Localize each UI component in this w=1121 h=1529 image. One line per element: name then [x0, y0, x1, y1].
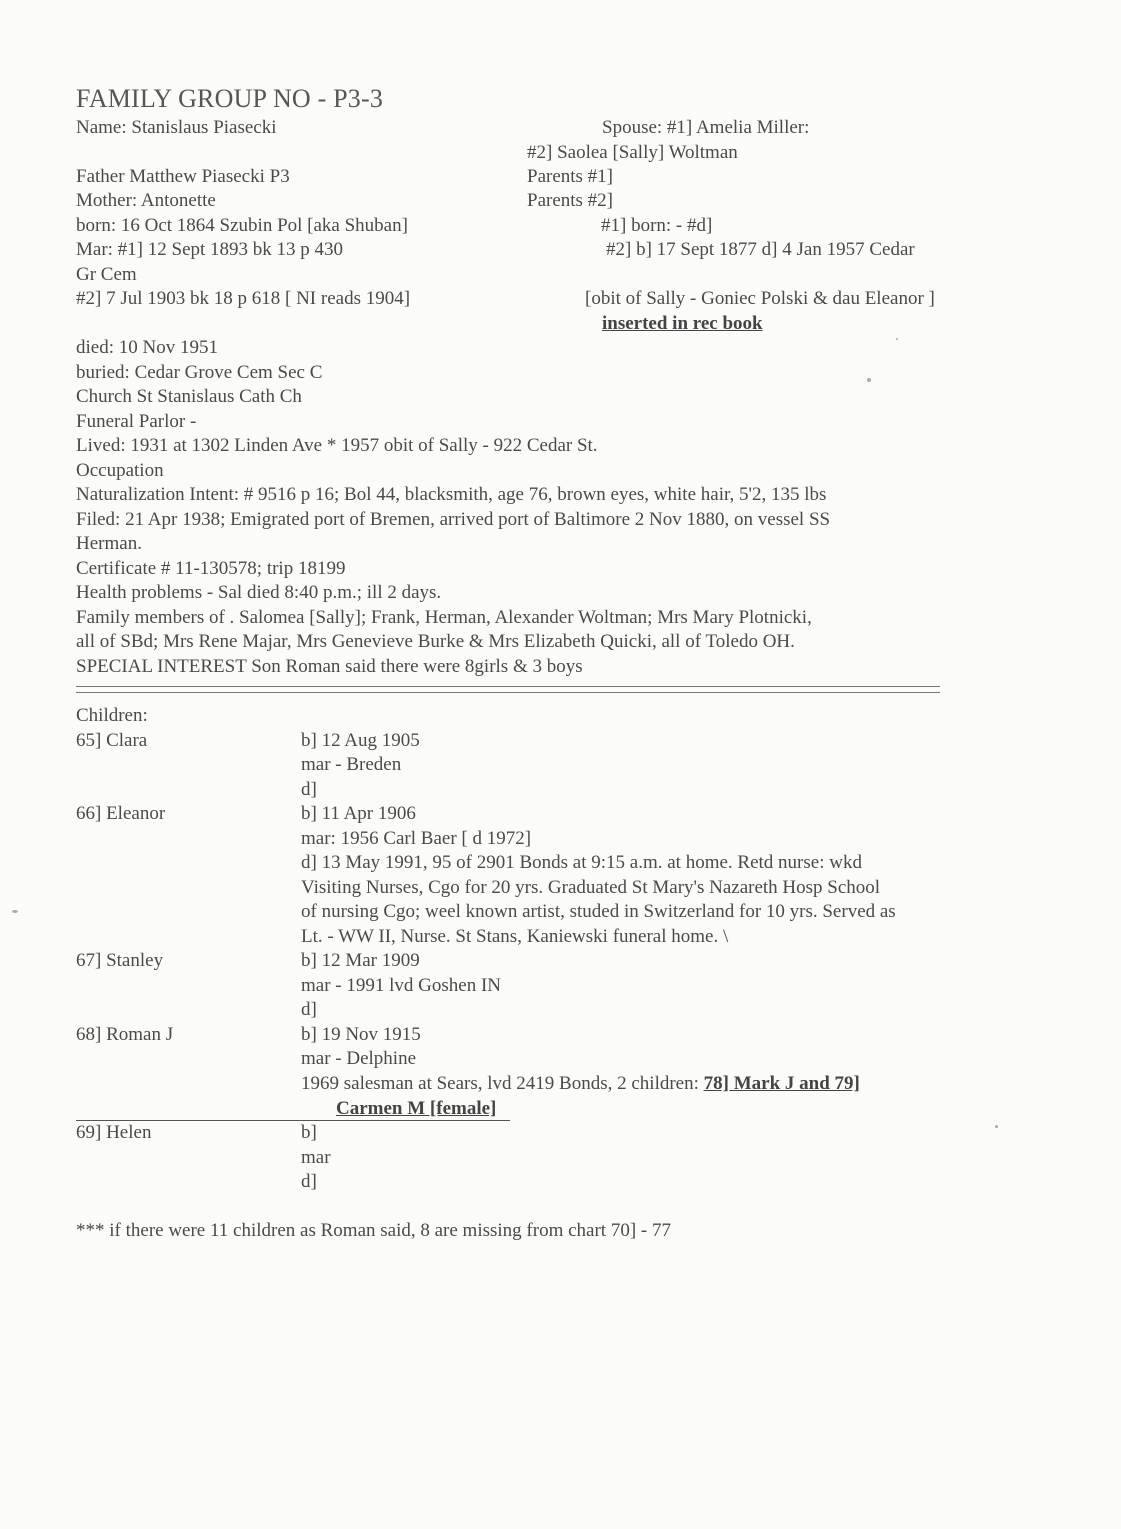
child-died-eleanor-3: of nursing Cgo; weel known artist, studed in Switzerland for 10 yrs. Served as	[301, 901, 896, 922]
children-heading: Children:	[76, 705, 148, 726]
child-name-helen: 69] Helen	[76, 1122, 152, 1143]
marriage-1-line: Mar: #1] 12 Sept 1893 bk 13 p 430	[76, 239, 344, 260]
child-born-helen: b]	[301, 1122, 317, 1143]
church-line: Church St Stanislaus Cath Ch	[76, 386, 302, 407]
scan-speck	[867, 378, 871, 382]
child-born-roman: b] 19 Nov 1915	[301, 1024, 421, 1045]
inserted-note: inserted in rec book	[602, 313, 763, 334]
section-divider	[76, 686, 940, 693]
child-born-eleanor: b] 11 Apr 1906	[301, 803, 416, 824]
child-born-stanley: b] 12 Mar 1909	[301, 950, 420, 971]
child-born-clara: b] 12 Aug 1905	[301, 730, 420, 751]
child-died-eleanor-2: Visiting Nurses, Cgo for 20 yrs. Graduated St Mary's Nazareth Hosp School	[301, 877, 881, 898]
grandchild-link-2: Carmen M [female]	[336, 1098, 497, 1119]
spouse-2-born-line: #2] b] 17 Sept 1877 d] 4 Jan 1957 Cedar	[606, 239, 915, 260]
scan-speck	[896, 338, 898, 340]
vessel-line: Herman.	[76, 533, 142, 554]
special-interest-line: SPECIAL INTEREST Son Roman said there were 8girls & 3 boys	[76, 656, 583, 677]
lived-line: Lived: 1931 at 1302 Linden Ave * 1957 obit of Sally - 922 Cedar St.	[76, 435, 598, 456]
gr-cem-line: Gr Cem	[76, 264, 137, 285]
spouse-2-line: #2] Saolea [Sally] Woltman	[527, 142, 738, 163]
naturalization-line: Naturalization Intent: # 9516 p 16; Bol 44, blacksmith, age 76, brown eyes, white hair, 5'2, 135 lbs	[76, 484, 827, 505]
father-line: Father Matthew Piasecki P3	[76, 166, 290, 187]
child-name-eleanor: 66] Eleanor	[76, 803, 166, 824]
child-mar-clara: mar - Breden	[301, 754, 402, 775]
footnote: *** if there were 11 children as Roman said, 8 are missing from chart 70] - 77	[76, 1220, 671, 1241]
buried-line: buried: Cedar Grove Cem Sec C	[76, 362, 323, 383]
spouse-1-born-line: #1] born: - #d]	[601, 215, 713, 236]
parents-1-line: Parents #1]	[527, 166, 614, 187]
name-line: Name: Stanislaus Piasecki	[76, 117, 277, 138]
obit-line: [obit of Sally - Goniec Polski & dau Eleanor ]	[585, 288, 935, 309]
grandchild-link-1: 78] Mark J and 79]	[703, 1073, 860, 1094]
page-title: FAMILY GROUP NO - P3-3	[76, 84, 384, 113]
child-note-roman	[301, 1072, 860, 1096]
child-note-roman-text: 1969 salesman at Sears, lvd 2419 Bonds, 2 children:	[301, 1073, 704, 1094]
health-line: Health problems - Sal died 8:40 p.m.; ill 2 days.	[76, 582, 442, 603]
child-died-stanley: d]	[301, 999, 317, 1020]
scan-speck	[995, 1125, 998, 1128]
family-members-line-2: all of SBd; Mrs Rene Majar, Mrs Genevieve Burke & Mrs Elizabeth Quicki, all of Toledo OH.	[76, 631, 795, 652]
certificate-line: Certificate # 11-130578; trip 18199	[76, 558, 346, 579]
child-name-stanley: 67] Stanley	[76, 950, 164, 971]
funeral-parlor-line: Funeral Parlor -	[76, 411, 197, 432]
parents-2-line: Parents #2]	[527, 190, 614, 211]
family-members-line-1: Family members of . Salomea [Sally]; Frank, Herman, Alexander Woltman; Mrs Mary Plotnicki,	[76, 607, 812, 628]
marriage-2-line: #2] 7 Jul 1903 bk 18 p 618 [ NI reads 1904]	[76, 288, 411, 309]
child-mar-eleanor: mar: 1956 Carl Baer [ d 1972]	[301, 828, 532, 849]
child-died-eleanor-4: Lt. - WW II, Nurse. St Stans, Kaniewski funeral home. \	[301, 926, 729, 947]
scan-speck	[12, 910, 18, 913]
mother-line: Mother: Antonette	[76, 190, 216, 211]
filed-line: Filed: 21 Apr 1938; Emigrated port of Bremen, arrived port of Baltimore 2 Nov 1880, on vessel SS	[76, 509, 831, 530]
child-died-eleanor-1: d] 13 May 1991, 95 of 2901 Bonds at 9:15 a.m. at home. Retd nurse: wkd	[301, 852, 862, 873]
child-name-roman: 68] Roman J	[76, 1024, 174, 1045]
child-died-helen: d]	[301, 1171, 317, 1192]
child-mar-stanley: mar - 1991 lvd Goshen IN	[301, 975, 501, 996]
spouse-1-line: Spouse: #1] Amelia Miller:	[602, 117, 810, 138]
occupation-line: Occupation	[76, 460, 164, 481]
died-line: died: 10 Nov 1951	[76, 337, 218, 358]
child-mar-roman: mar - Delphine	[301, 1048, 417, 1069]
child-died-clara: d]	[301, 779, 317, 800]
child-name-clara: 65] Clara	[76, 730, 148, 751]
born-line: born: 16 Oct 1864 Szubin Pol [aka Shuban]	[76, 215, 408, 236]
child-mar-helen: mar	[301, 1147, 331, 1168]
